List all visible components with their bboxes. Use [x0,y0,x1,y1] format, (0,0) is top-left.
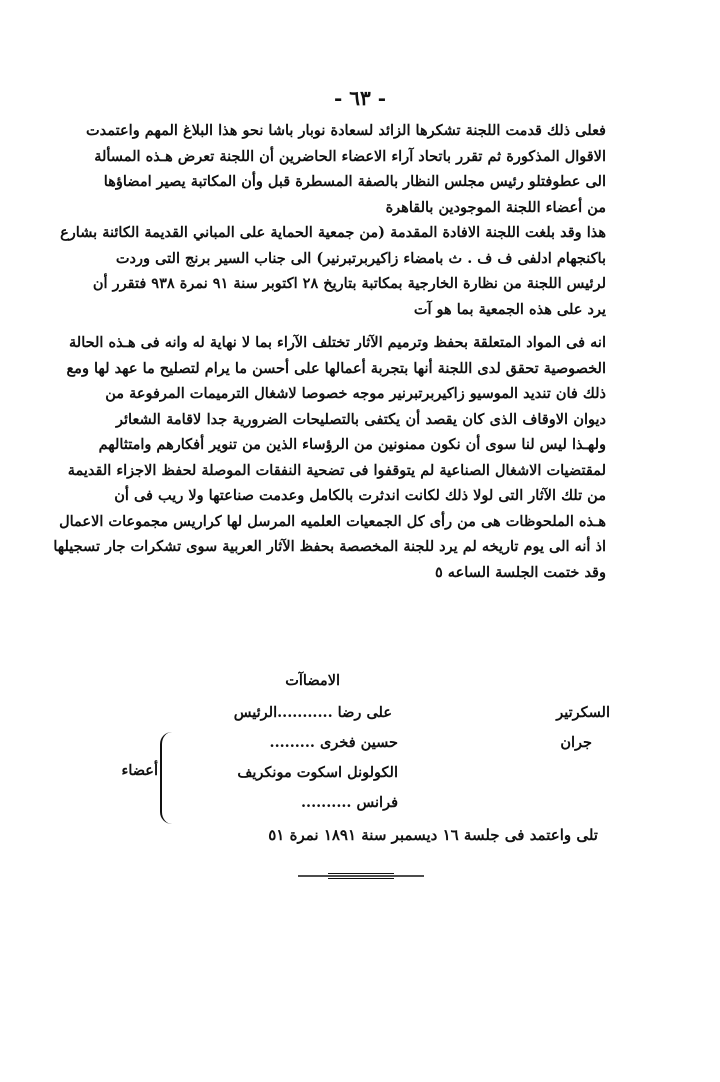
secretary-name: جران [560,734,592,751]
body-line: هذا وقد بلغت اللجنة الافادة المقدمة (من جمعية الحماية على المباني القديمة الكائنة بشارع [60,224,606,241]
chair-signature: على رضا ...........الرئيس [233,704,392,721]
member-signature: حسين فخرى ......... [269,734,398,751]
body-line: باكنجهام ادلفى ف ف . ث بامضاء زاكيربرتبرنير) الى جناب السير برنج التى وردت [115,249,606,267]
body-line: فعلى ذلك قدمت اللجنة تشكرها الزائد لسعادة نوبار باشا نحو هذا البلاغ المهم واعتمدت [86,122,606,139]
body-line: ديوان الاوقاف الذى كان يقصد أن يكتفى بالتصليحات الضرورية جدا لاقامة الشعائر [116,410,606,428]
body-line: الخصوصية تحقق لدى اللجنة أنها بتجربة أعمالها على أحسن ما يرام لتصليح ما عهد لها ومع [66,359,606,377]
members-brace [160,732,176,824]
body-line: اذ أنه الى يوم تاريخه لم يرد للجنة المخصصة بحفظ الآثار العربية سوى تشكرات جار تسجيلها [53,538,606,555]
body-line: وقد ختمت الجلسة الساعه ٥ [434,563,606,581]
body-line: لمقتضيات الاشغال الصناعية لم يتوقفوا فى تضحية النفقات الموصلة لحفظ الاجزاء القديمة [67,461,606,479]
page-number: - ٦٣ - [333,86,386,110]
signatures-header: الامضاآت [285,672,340,689]
members-label: أعضاء [121,762,158,779]
approval-note: تلى واعتمد فى جلسة ١٦ ديسمبر سنة ١٨٩١ نمرة ٥١ [268,826,598,844]
minutes-body [53,118,606,585]
body-line: هـذه الملحوظات هى من رأى كل الجمعيات العلميه المرسل لها كراريس مجموعات الاعمال [59,512,606,530]
body-line: لرئيس اللجنة من نظارة الخارجية بمكاتبة بتاريخ ٢٨ اكتوبر سنة ٩١ نمرة ٩٣٨ فتقرر أن [92,275,606,292]
divider-ornament [298,872,424,880]
member-signature: فرانس .......... [300,794,398,811]
body-line: من تلك الآثار التى لولا ذلك لكانت اندثرت بالكامل وعدمت صناعتها ولا ريب فى أن [114,487,606,504]
member-signature: الكولونل اسكوت مونكريف [237,764,398,781]
body-line: انه فى المواد المتعلقة بحفظ وترميم الآثار تختلف الآراء بما لا نهاية له وانه فى هـذه الحالة [69,334,606,351]
body-line: ذلك فان تنديد الموسيو زاكيربرتبرنير موجه خصوصا لاشغال الترميمات المرفوعة من [105,385,606,402]
body-line: ولهـذا ليس لنا سوى أن نكون ممنونين من الرؤساء الذين من تنوير أفكارهم وامتثالهم [98,436,606,453]
body-line: الاقوال المذكورة ثم تقرر باتحاد آراء الاعضاء الحاضرين أن اللجنة تعرض هـذه المسألة [94,147,606,165]
body-line: يرد على هذه الجمعية بما هو آت [413,300,606,318]
secretary-title: السكرتير [556,704,610,721]
body-line: الى عطوفتلو رئيس مجلس النظار بالصفة المسطرة قبل وأن المكاتبة يصير امضاؤها [103,173,606,190]
body-line: من أعضاء اللجنة الموجودين بالقاهرة [385,198,606,216]
